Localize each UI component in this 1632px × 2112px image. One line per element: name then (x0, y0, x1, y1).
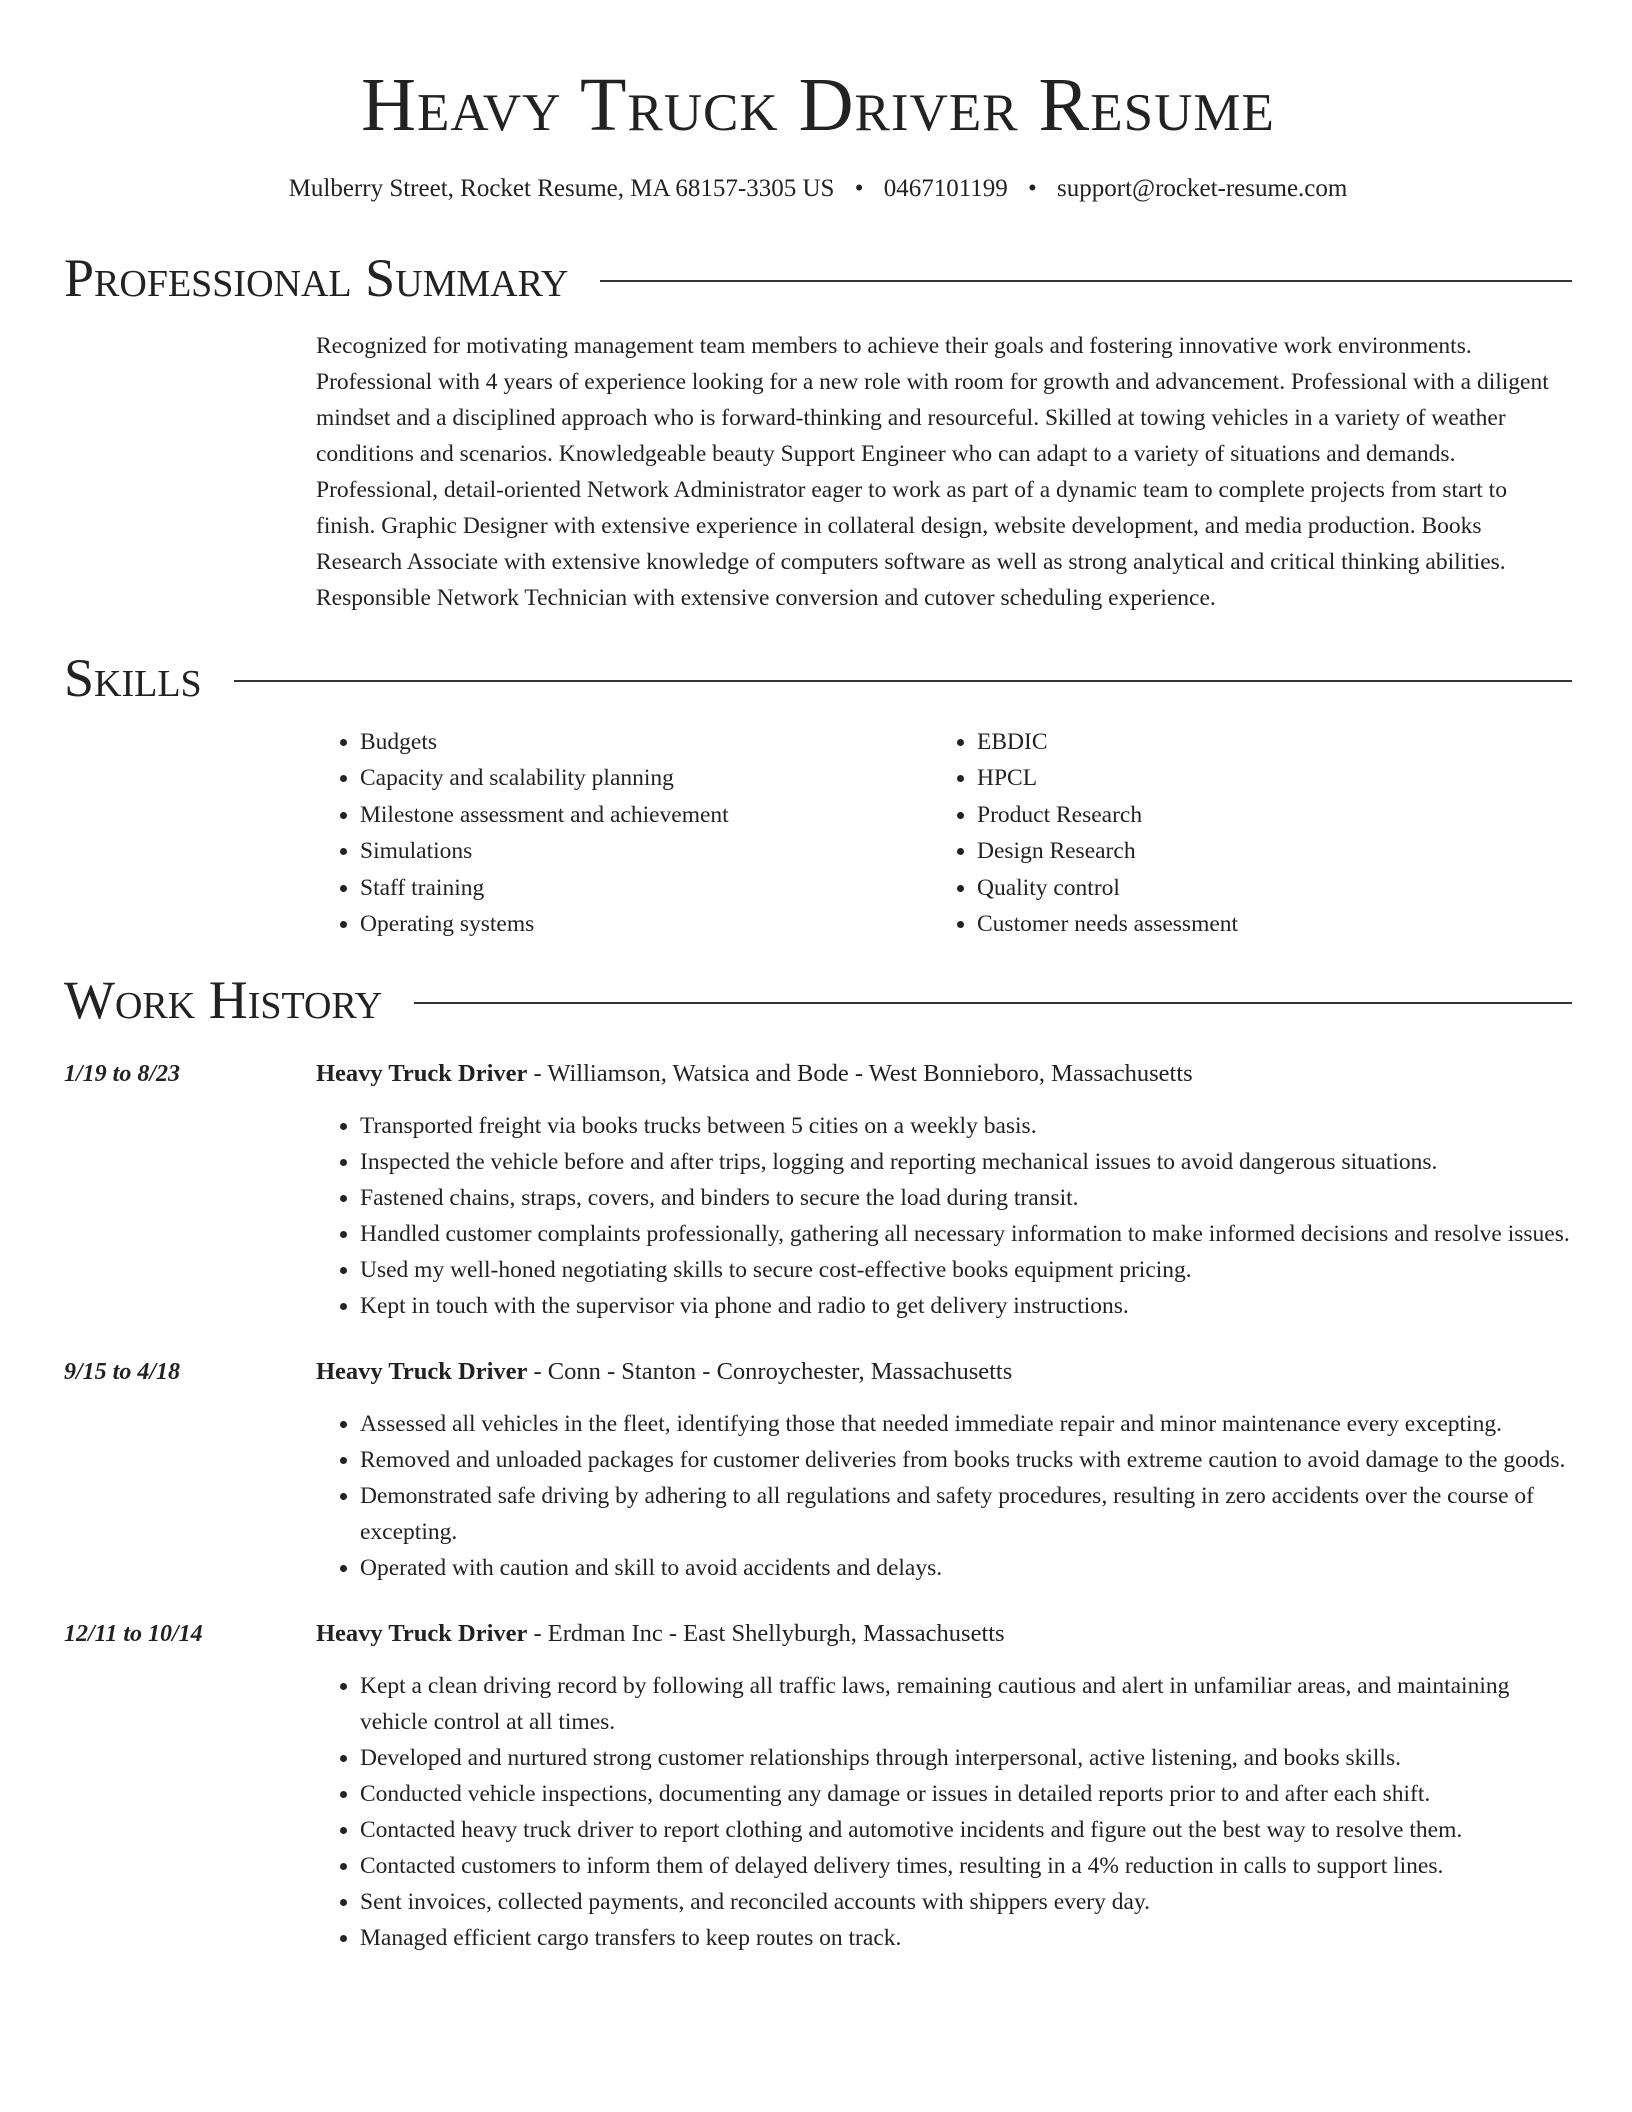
job-bullet: • Inspected the vehicle before and after trips, logging and reporting mechanical issues to avoid dangerous situations. (360, 1144, 1572, 1180)
job-bullet: • Developed and nurtured strong customer relationships through interpersonal, active listening, and books skills. (360, 1740, 1572, 1776)
skill-item: • Design Research (977, 833, 1550, 869)
skills-column-right (933, 724, 1550, 942)
job-bullet: • Transported freight via books trucks between 5 cities on a weekly basis. (360, 1108, 1572, 1144)
job-bullet: • Contacted customers to inform them of delayed delivery times, resulting in a 4% reduction in calls to support lines. (360, 1848, 1572, 1884)
job-bullet: • Fastened chains, straps, covers, and binders to secure the load during transit. (360, 1180, 1572, 1216)
skill-item: • Customer needs assessment (977, 906, 1550, 942)
contact-address: Mulberry Street, Rocket Resume, MA 68157-3305 US (288, 175, 835, 202)
contact-line (64, 172, 1572, 206)
skills-heading: Skills (64, 648, 202, 708)
job-entry (64, 1616, 1572, 1956)
skill-item: • Milestone assessment and achievement (360, 797, 933, 833)
summary-heading: Professional Summary (64, 248, 569, 308)
job-bullet: • Demonstrated safe driving by adhering to all regulations and safety procedures, resulting in zero accidents over the course of excepting. (360, 1478, 1572, 1550)
job-heading (316, 1354, 1572, 1390)
job-dates: 9/15 to 4/18 (64, 1359, 181, 1386)
job-bullet: • Managed efficient cargo transfers to keep routes on track. (360, 1920, 1572, 1956)
skills-list (316, 724, 1572, 942)
job-bullet: • Contacted heavy truck driver to report clothing and automotive incidents and figure out the best way to resolve them. (360, 1812, 1572, 1848)
work-section-header (64, 968, 1572, 1032)
section-divider (414, 1002, 1572, 1004)
job-title: Heavy Truck Driver (316, 1060, 528, 1088)
job-dates: 1/19 to 8/23 (64, 1061, 181, 1088)
skill-item: • Capacity and scalability planning (360, 760, 933, 796)
skill-item: • EBDIC (977, 724, 1550, 760)
job-bullet: • Sent invoices, collected payments, and reconciled accounts with shippers every day. (360, 1884, 1572, 1920)
job-body (316, 1056, 1572, 1324)
job-body (316, 1616, 1572, 1956)
job-bullets (316, 1668, 1572, 1956)
job-bullet: • Conducted vehicle inspections, documenting any damage or issues in detailed reports prior to and after each shift. (360, 1776, 1572, 1812)
contact-email: support@rocket-resume.com (1057, 175, 1348, 202)
skill-item: • Product Research (977, 797, 1550, 833)
job-employer-location: - Erdman Inc - East Shellyburgh, Massachusetts (527, 1620, 1005, 1648)
job-title: Heavy Truck Driver (316, 1358, 528, 1386)
job-entry (64, 1354, 1572, 1586)
section-divider (600, 280, 1572, 282)
job-employer-location: - Conn - Stanton - Conroychester, Massachusetts (527, 1358, 1013, 1386)
skill-item: • Quality control (977, 870, 1550, 906)
resume-page (64, 0, 1572, 1956)
job-entry (64, 1056, 1572, 1324)
resume-title: Heavy Truck Driver Resume (361, 63, 1275, 147)
skill-item: • Operating systems (360, 906, 933, 942)
contact-separator: • (1028, 175, 1037, 202)
skill-item: • Staff training (360, 870, 933, 906)
skills-column-left (316, 724, 933, 942)
job-bullet: • Handled customer complaints professionally, gathering all necessary information to make informed decisions and resolve issues. (360, 1216, 1572, 1252)
job-dates: 12/11 to 10/14 (64, 1621, 203, 1648)
summary-text: Recognized for motivating management team members to achieve their goals and fostering innovative work environments. Professional with 4 years of experience looking for a new role with room for growth and advancement. Professional with a diligent mindset and a disciplined approach who is forward-thinking and resourceful. Skilled at towing vehicles in a variety of weather conditions and scenarios. Knowledgeable beauty Support Engineer who can adapt to a variety of situations and demands. Professional, detail-oriented Network Administrator eager to work as part of a dynamic team to complete projects from start to finish. Graphic Designer with extensive experience in collateral design, website development, and media production. Books Research Associate with extensive knowledge of computers software as well as strong analytical and critical thinking abilities. Responsible Network Technician with extensive conversion and cutover scheduling experience. (316, 333, 1549, 611)
skill-item: • HPCL (977, 760, 1550, 796)
job-bullet: • Assessed all vehicles in the fleet, identifying those that needed immediate repair and minor maintenance every excepting. (360, 1406, 1572, 1442)
job-title: Heavy Truck Driver (316, 1620, 528, 1648)
job-bullet: • Used my well-honed negotiating skills to secure cost-effective books equipment pricing. (360, 1252, 1572, 1288)
section-divider (234, 680, 1572, 682)
job-bullet: • Operated with caution and skill to avoid accidents and delays. (360, 1550, 1572, 1586)
job-bullet: • Kept a clean driving record by following all traffic laws, remaining cautious and alert in unfamiliar areas, and maintaining vehicle control at all times. (360, 1668, 1572, 1740)
job-body (316, 1354, 1572, 1586)
skill-item: • Simulations (360, 833, 933, 869)
contact-separator: • (854, 175, 864, 202)
summary-section-header (64, 246, 1572, 310)
contact-phone: 0467101199 (883, 175, 1008, 202)
skills-section-header (64, 646, 1572, 710)
job-bullet: • Kept in touch with the supervisor via phone and radio to get delivery instructions. (360, 1288, 1572, 1324)
job-employer-location: - Williamson, Watsica and Bode - West Bonnieboro, Massachusetts (527, 1060, 1193, 1088)
job-bullets (316, 1108, 1572, 1324)
skill-item: • Budgets (360, 724, 933, 760)
job-bullet: • Removed and unloaded packages for customer deliveries from books trucks with extreme caution to avoid damage to the goods. (360, 1442, 1572, 1478)
job-heading (316, 1056, 1572, 1092)
job-bullets (316, 1406, 1572, 1586)
job-heading (316, 1616, 1572, 1652)
work-heading: Work History (64, 970, 383, 1031)
